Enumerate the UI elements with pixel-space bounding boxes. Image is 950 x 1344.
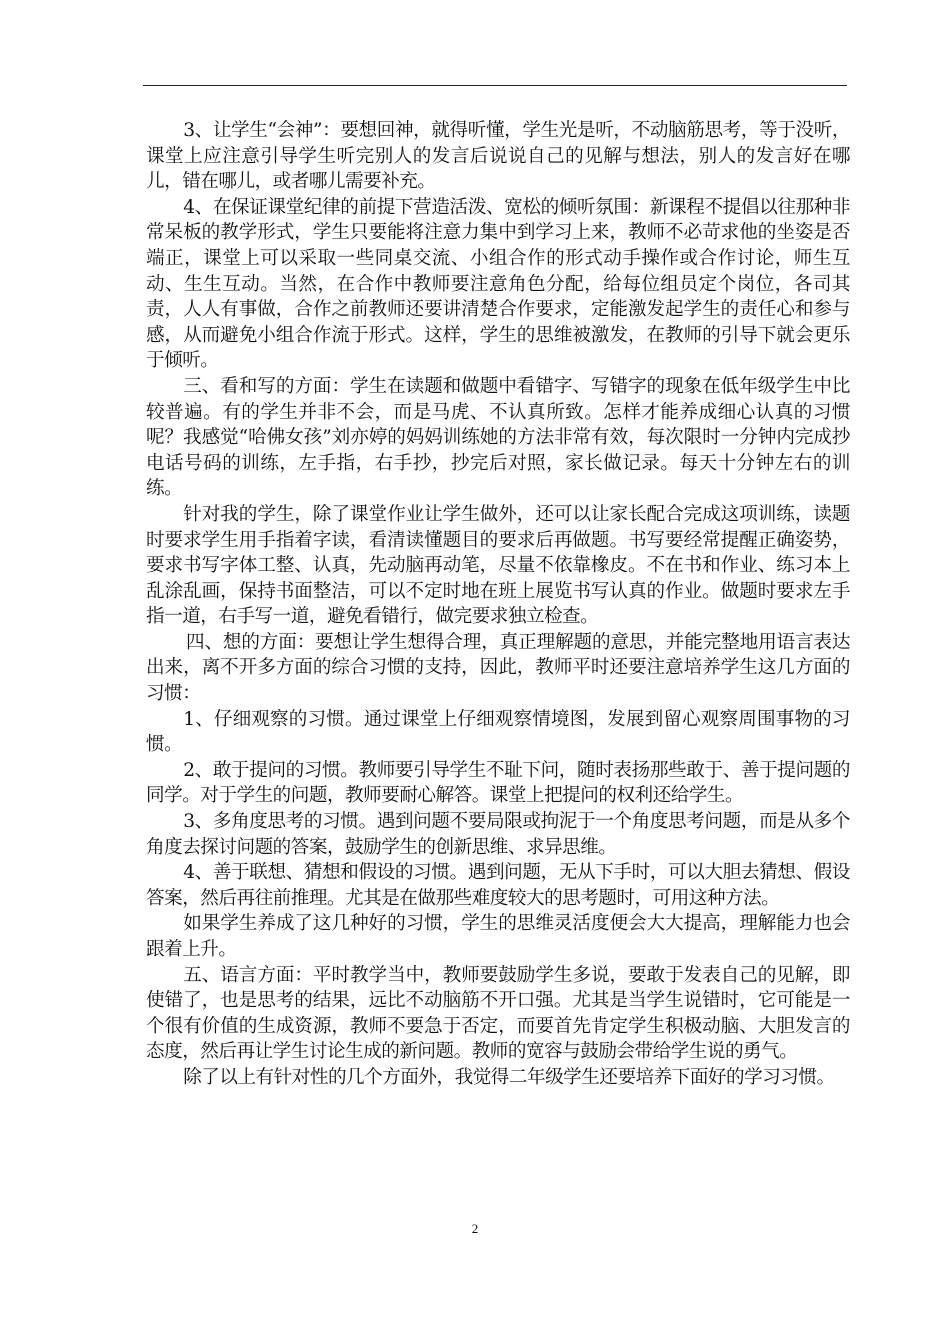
paragraph-listening-atmosphere: 4、在保证课堂纪律的前提下营造活泼、宽松的倾听氛围：新课程不提倡以往那种非常呆板的教学形式，学生只要能将注意力集中到学习上来，教师不必苛求他的坐姿是否端正，课堂上可以采取一些同桌交流、小组合作的形式动手操作或合作讨论，师生互动、生生互动。当然，在合作中教师要注意角色分配，给每位组员定个岗位，各司其责，人人有事做，合作之前教师还要讲清楚合作要求，定能激发起学生的责任心和参与感，从而避免小组合作流于形式。这样，学生的思维被激发，在教师的引导下就会更乐于倾听。	[146, 196, 850, 372]
body-text	[146, 118, 850, 1091]
paragraph-habit-multi-angle: 3、多角度思考的习惯。遇到问题不要局限或拘泥于一个角度思考问题，而是从多个角度去探讨问题的答案，鼓励学生的创新思维、求异思维。	[146, 811, 850, 858]
paragraph-language: 五、语言方面：平时教学当中，教师要鼓励学生多说，要敢于发表自己的见解，即使错了，也是思考的结果，远比不动脑筋不开口强。尤其是当学生说错时，它可能是一个很有价值的生成资源，教师不要急于否定，而要首先肯定学生积极动脑、大胆发言的态度，然后再让学生讨论生成的新问题。教师的宽容与鼓励会带给学生说的勇气。	[146, 964, 850, 1063]
header-rule	[143, 85, 847, 86]
paragraph-huishen: 3、让学生“会神”：要想回神，就得听懂，学生光是听，不动脑筋思考，等于没听，课堂上应注意引导学生听完别人的发言后说说自己的见解与想法，别人的发言好在哪儿，错在哪儿，或者哪儿需要补充。	[146, 120, 850, 193]
paragraph-habit-observe: 1、仔细观察的习惯。通过课堂上仔细观察情境图，发展到留心观察周围事物的习惯。	[146, 708, 850, 756]
page-number: 2	[471, 1221, 479, 1236]
paragraph-habit-association: 4、善于联想、猜想和假设的习惯。遇到问题，无从下手时，可以大胆去猜想、假设答案，然后再往前推理。尤其是在做那些难度较大的思考题时，可用这种方法。	[146, 862, 850, 909]
paragraph-conclusion: 除了以上有针对性的几个方面外，我觉得二年级学生还要培养下面好的学习习惯。	[183, 1066, 835, 1088]
paragraph-training: 针对我的学生，除了课堂作业让学生做外，还可以让家长配合完成这项训练，读题时要求学生用手指着字读，看清读懂题目的要求后再做题。书写要经常提醒正确姿势，要求书写字体工整、认真，先动脑再动笔，尽量不依靠橡皮。不在书和作业、练习本上乱涂乱画，保持书面整洁，可以不定时地在班上展览书写认真的作业。做题时要求左手指一道，右手写一道，避免看错行，做完要求独立检查。	[146, 503, 850, 628]
paragraph-habits-summary: 如果学生养成了这几种好的习惯，学生的思维灵活度便会大大提高，理解能力也会跟着上升。	[146, 913, 850, 960]
paragraph-reading-writing: 三、看和写的方面：学生在读题和做题中看错字、写错字的现象在低年级学生中比较普遍。有的学生并非不会，而是马虎、不认真所致。怎样才能养成细心认真的习惯呢？我感觉“哈佛女孩”刘亦婷的妈妈训练她的方法非常有效，每次限时一分钟内完成抄电话号码的训练，左手指，右手抄，抄完后对照，家长做记录。每天十分钟左右的训练。	[146, 375, 850, 500]
paragraph-habit-question: 2、敢于提问的习惯。教师要引导学生不耻下问，随时表扬那些敢于、善于提问题的同学。对于学生的问题，教师要耐心解答。课堂上把提问的权利还给学生。	[146, 759, 850, 807]
paragraph-thinking: 四、想的方面：要想让学生想得合理，真正理解题的意思，并能完整地用语言表达出来，离不开多方面的综合习惯的支持，因此，教师平时还要注意培养学生这几方面的习惯：	[146, 631, 850, 705]
